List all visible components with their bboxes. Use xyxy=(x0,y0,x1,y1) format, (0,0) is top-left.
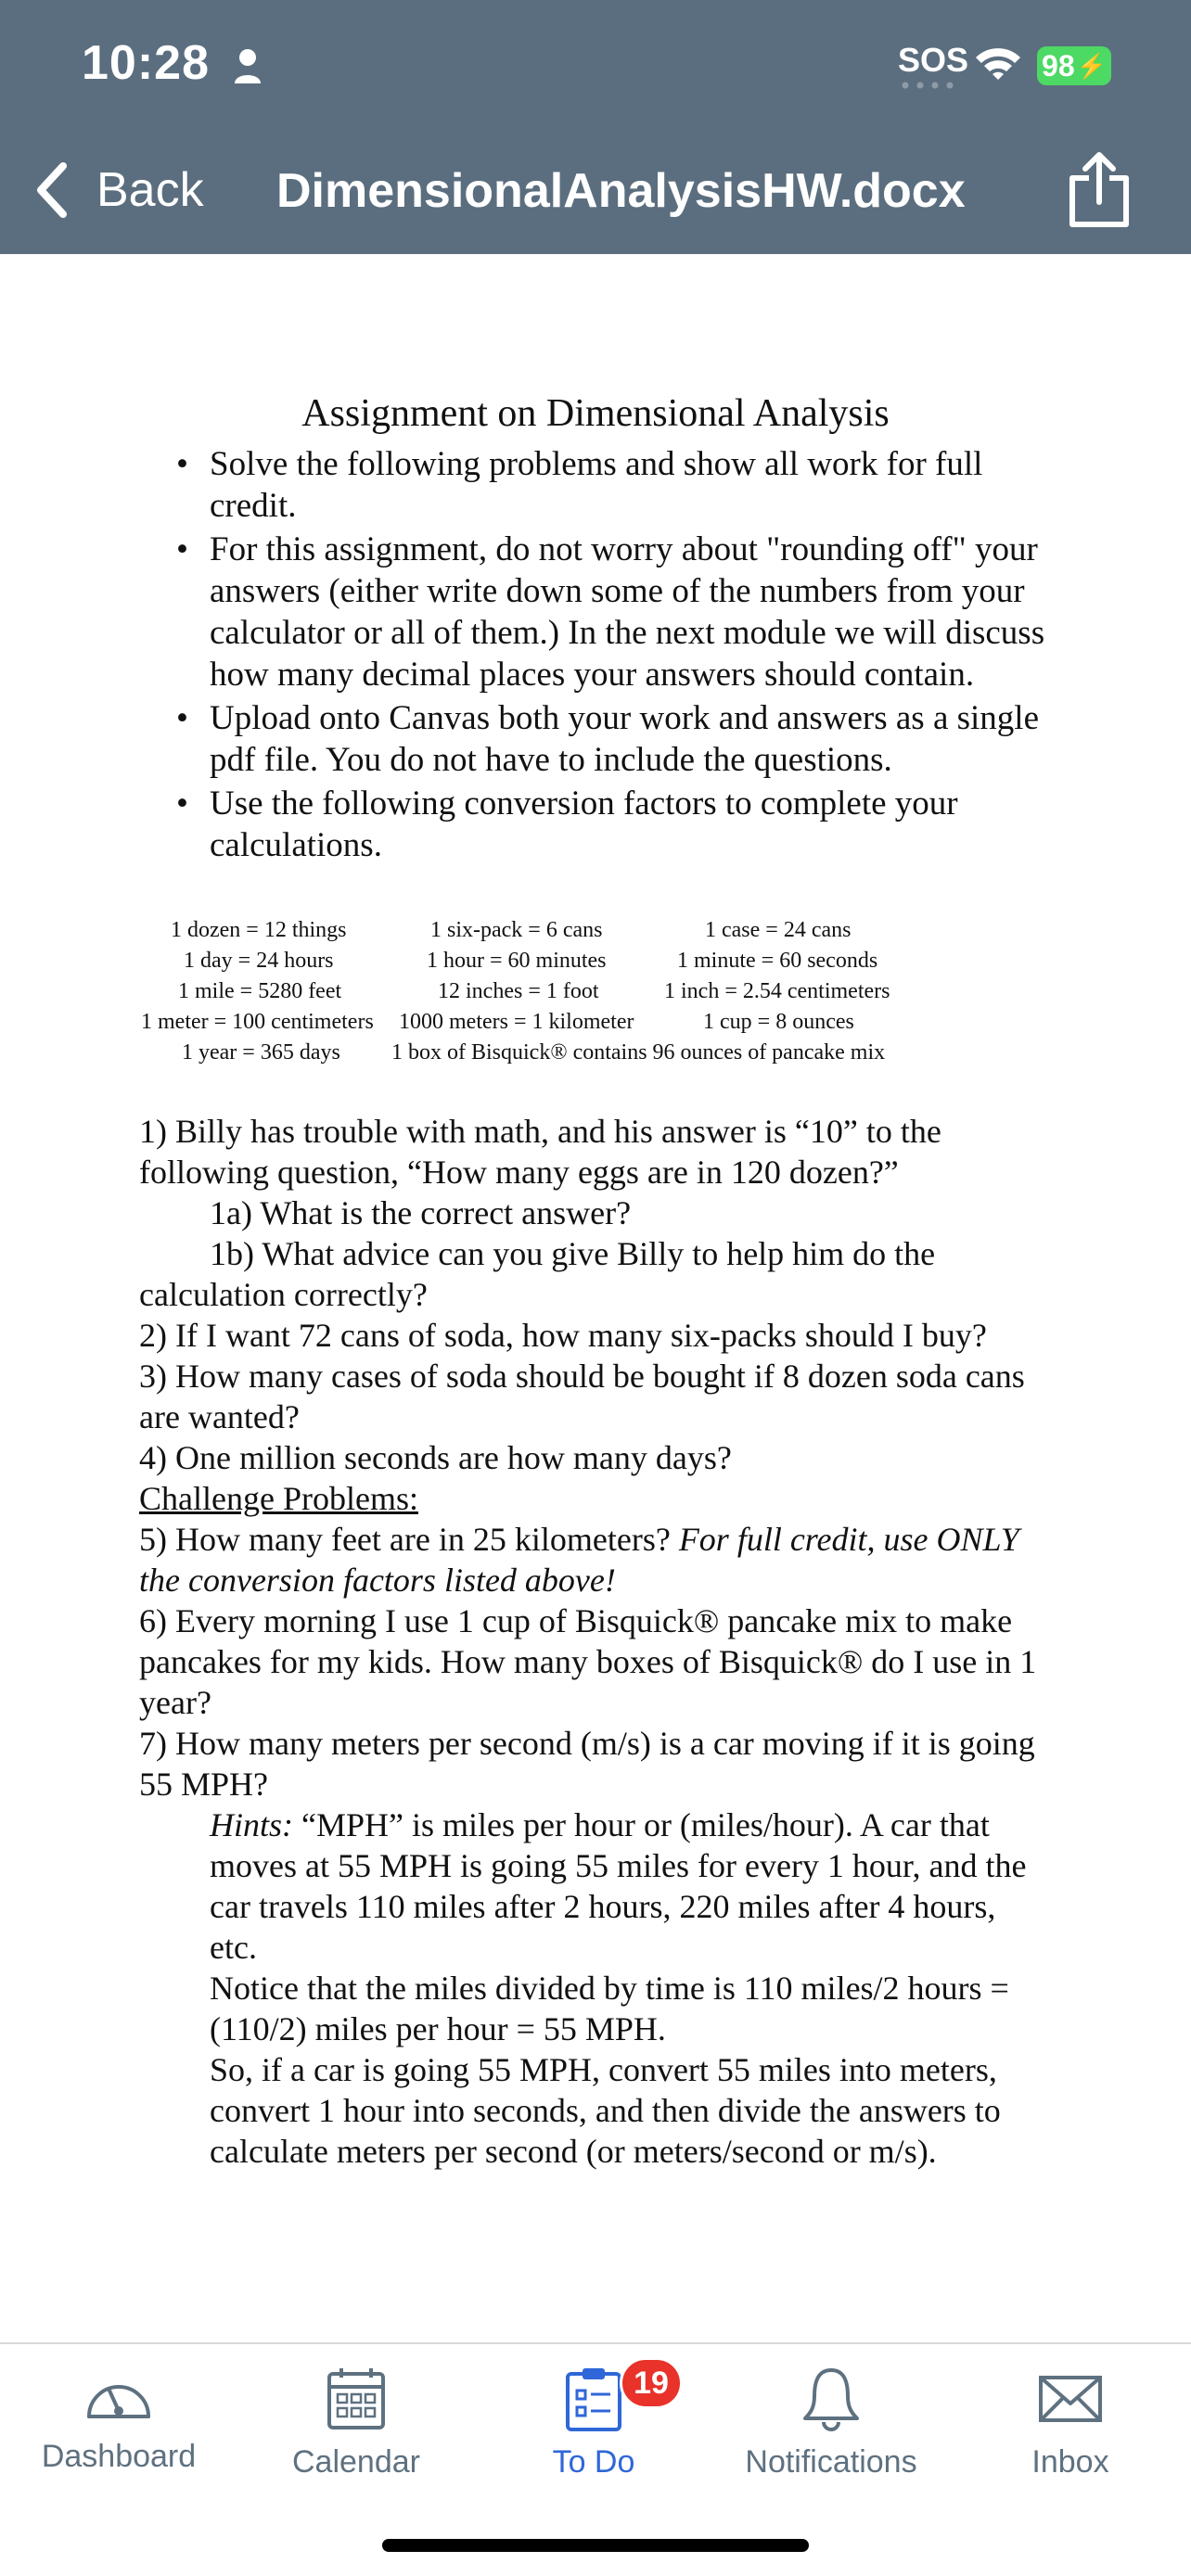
instruction-item: • Use the following conversion factors to complete your calculations. xyxy=(173,783,1063,866)
battery-indicator xyxy=(1037,46,1111,85)
tab-inbox[interactable] xyxy=(968,2366,1172,2506)
inbox-icon xyxy=(1038,2366,1103,2431)
question-1a: 1a) What is the correct answer? xyxy=(210,1194,632,1231)
factor: 1 mile = 5280 feet xyxy=(178,979,342,1003)
question-1b-continued: calculation correctly? xyxy=(139,1276,428,1313)
todo-icon xyxy=(564,2366,623,2431)
factor-row xyxy=(141,1040,1069,1071)
factor-row xyxy=(141,949,1069,979)
instruction-item: • Solve the following problems and show all work for full credit. xyxy=(173,443,1063,527)
factor: 1 day = 24 hours xyxy=(184,949,334,973)
factor: 1 box of Bisquick® contains 96 ounces of pancake mix xyxy=(391,1040,886,1065)
sos-indicator: SOS xyxy=(898,41,969,79)
tab-label: Dashboard xyxy=(41,2439,197,2474)
factor: 1000 meters = 1 kilometer xyxy=(399,1010,634,1034)
conversion-factors xyxy=(141,918,1069,1071)
question-1b: 1b) What advice can you give Billy to help him do the xyxy=(210,1235,936,1272)
question-1: 1) Billy has trouble with math, and his answer is “10” to the following question, “How many eggs are in 120 dozen?” xyxy=(139,1113,941,1191)
tab-todo[interactable] xyxy=(492,2366,696,2506)
hints-block xyxy=(139,1804,1048,2172)
challenge-heading: Challenge Problems: xyxy=(139,1480,418,1517)
question-5-text: 5) How many feet are in 25 kilometers? xyxy=(139,1521,671,1558)
battery-level: 98 xyxy=(1042,48,1075,83)
tab-label: Notifications xyxy=(745,2444,917,2480)
hint-1 xyxy=(210,1804,1048,1968)
status-time: 10:28 xyxy=(82,36,210,90)
factor: 1 cup = 8 ounces xyxy=(703,1010,854,1034)
share-icon[interactable] xyxy=(1065,150,1133,230)
question-2: 2) If I want 72 cans of soda, how many six-packs should I buy? xyxy=(139,1317,987,1354)
factor-row xyxy=(141,1010,1069,1040)
question-list xyxy=(139,1111,1048,2172)
tab-dashboard[interactable] xyxy=(17,2366,221,2506)
person-icon xyxy=(234,48,262,85)
tab-label: To Do xyxy=(552,2444,635,2480)
bell-icon xyxy=(801,2366,861,2431)
tab-label: Calendar xyxy=(292,2444,420,2480)
wifi-icon xyxy=(974,45,1022,82)
home-indicator[interactable] xyxy=(382,2539,809,2552)
factor-row xyxy=(141,979,1069,1010)
tab-notifications[interactable] xyxy=(729,2366,933,2506)
factor: 1 hour = 60 minutes xyxy=(427,949,607,973)
factor: 1 dozen = 12 things xyxy=(171,918,347,942)
calendar-icon xyxy=(327,2366,386,2431)
document-viewer[interactable] xyxy=(0,254,1191,2342)
assignment-heading: Assignment on Dimensional Analysis xyxy=(301,392,890,435)
factor: 1 meter = 100 centimeters xyxy=(141,1010,374,1034)
instruction-list xyxy=(173,443,1063,868)
factor: 1 year = 365 days xyxy=(182,1040,340,1065)
question-6: 6) Every morning I use 1 cup of Bisquick® pancake mix to make pancakes for my kids. How many boxes of Bisquick® do I use in 1 year? xyxy=(139,1602,1037,1721)
todo-badge: 19 xyxy=(620,2357,683,2409)
factor-row xyxy=(141,918,1069,949)
dashboard-icon xyxy=(82,2366,156,2426)
back-label: Back xyxy=(96,163,204,217)
hint-2: Notice that the miles divided by time is 110 miles/2 hours = (110/2) miles per hour = 55 MPH. xyxy=(210,1970,1009,2047)
tab-label: Inbox xyxy=(1031,2444,1109,2480)
app-header xyxy=(0,0,1191,254)
factor: 1 case = 24 cans xyxy=(705,918,852,942)
question-5 xyxy=(139,1519,1048,1600)
signal-dots-icon xyxy=(902,82,957,89)
hint-1-text: “MPH” is miles per hour or (miles/hour). A car that moves at 55 MPH is going 55 miles for every 1 hour, and the car travels 110 miles after 2 hours, 220 miles after 4 hours, etc. xyxy=(210,1806,1027,1966)
document-title: DimensionalAnalysisHW.docx xyxy=(276,164,966,218)
hints-label: Hints: xyxy=(210,1806,293,1843)
back-button[interactable] xyxy=(33,156,204,224)
factor: 1 six-pack = 6 cans xyxy=(430,918,603,942)
charging-bolt-icon: ⚡ xyxy=(1076,51,1107,80)
instruction-item: • For this assignment, do not worry about "rounding off" your answers (either write down some of the numbers from your calculator or all of them.) In the next module we will discuss how many decimal places your answers should contain. xyxy=(173,529,1063,695)
question-5-note: For full credit, use ONLY the conversion factors listed above! xyxy=(139,1521,1019,1599)
hint-3: So, if a car is going 55 MPH, convert 55 miles into meters, convert 1 hour into seconds, and then divide the answers to calculate meters per second (or meters/second or m/s). xyxy=(210,2051,1001,2170)
factor: 1 inch = 2.54 centimeters xyxy=(664,979,890,1003)
factor: 12 inches = 1 foot xyxy=(438,979,599,1003)
factor: 1 minute = 60 seconds xyxy=(677,949,878,973)
tab-calendar[interactable] xyxy=(254,2366,458,2506)
question-7: 7) How many meters per second (m/s) is a car moving if it is going 55 MPH? xyxy=(139,1725,1035,1803)
chevron-left-icon xyxy=(33,160,70,220)
instruction-item: • Upload onto Canvas both your work and answers as a single pdf file. You do not have to include the questions. xyxy=(173,697,1063,781)
question-3: 3) How many cases of soda should be bought if 8 dozen soda cans are wanted? xyxy=(139,1358,1025,1435)
question-4: 4) One million seconds are how many days? xyxy=(139,1439,732,1476)
